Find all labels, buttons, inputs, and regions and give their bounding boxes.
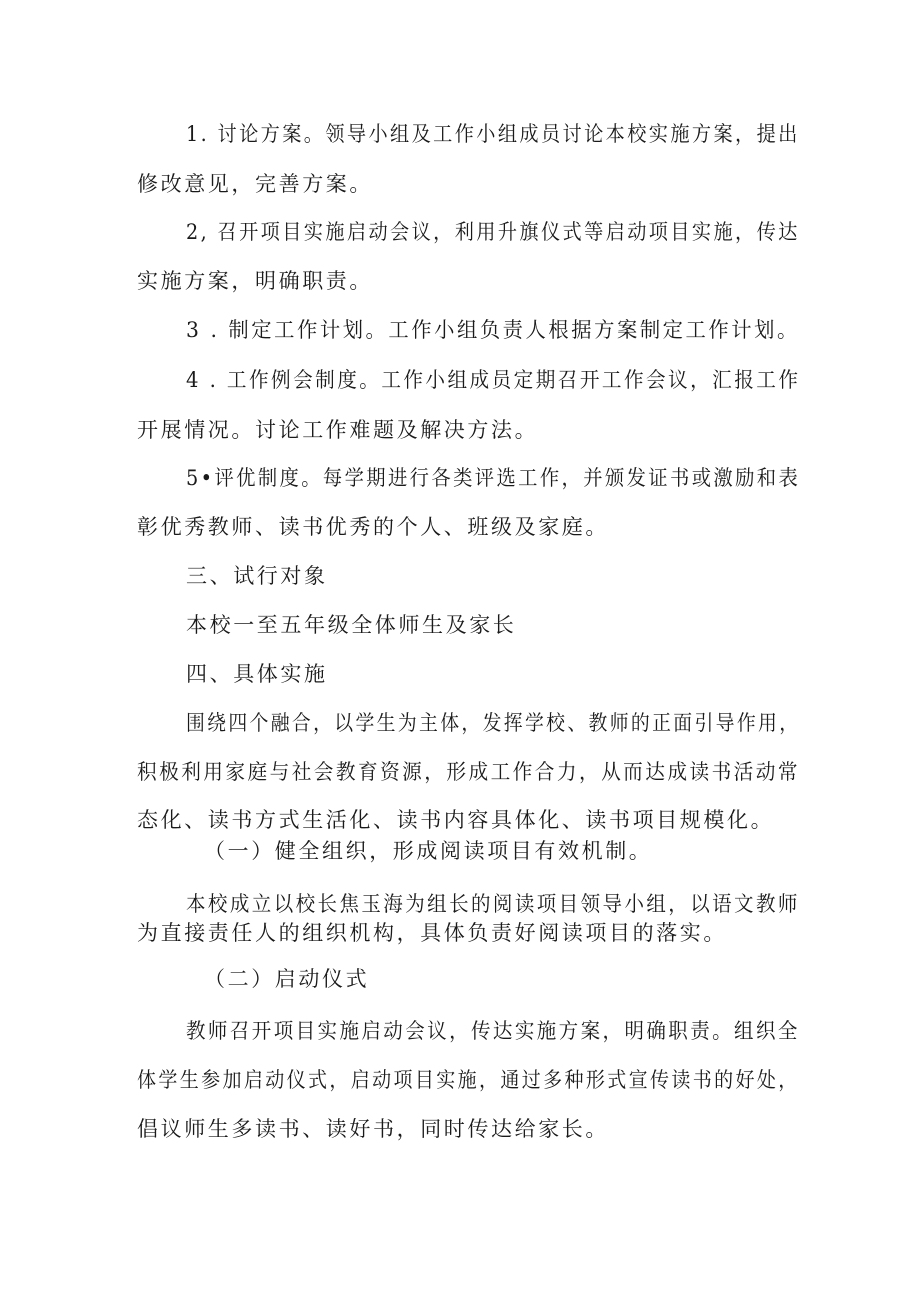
paragraph-7-line-1: 本校成立以校长焦玉海为组长的阅读项目领导小组，以语文教师 [186,892,800,916]
section-heading-4: 四、具体实施 [186,662,328,686]
paragraph-5-line-2: 彰优秀教师、读书优秀的个人、班级及家庭。 [137,515,609,539]
paragraph-2-line-1: 2, 召开项目实施启动会议，利用升旗仪式等启动项目实施，传达 [186,220,800,244]
paragraph-7-line-2: 为直接责任人的组织机构，具体负责好阅读项目的落实。 [137,921,727,945]
paragraph-4-line-1: 4 . 工作例会制度。工作小组成员定期召开工作会议，汇报工作 [186,368,801,392]
paragraph-6-line-1: 围绕四个融合，以学生为主体，发挥学校、教师的正面引导作用， [186,711,801,735]
paragraph-1-line-2: 修改意见，完善方案。 [137,172,373,196]
target-audience: 本校一至五年级全体师生及家长 [186,613,517,637]
subheading-2: （二）启动仪式 [204,967,370,991]
section-heading-3: 三、试行对象 [186,564,328,588]
paragraph-3-line-1: 3 . 制定工作计划。工作小组负责人根据方案制定工作计划。 [186,318,800,342]
paragraph-8-line-3: 倡议师生多读书、读好书，同时传达给家长。 [137,1117,609,1141]
paragraph-4-line-2: 开展情况。讨论工作难题及解决方法。 [137,418,539,442]
subheading-1: （一）健全组织，形成阅读项目有效机制。 [204,839,653,863]
paragraph-6-line-3: 态化、读书方式生活化、读书内容具体化、读书项目规模化。 [137,808,775,832]
paragraph-5-line-1: 5•评优制度。每学期进行各类评选工作，并颁发证书或激励和表 [186,466,801,490]
paragraph-8-line-1: 教师召开项目实施启动会议，传达实施方案，明确职责。组织全 [186,1019,800,1043]
paragraph-8-line-2: 体学生参加启动仪式，启动项目实施，通过多种形式宣传读书的好处， [137,1068,800,1092]
paragraph-2-line-2: 实施方案，明确职责。 [137,269,373,293]
paragraph-6-line-2: 积极利用家庭与社会教育资源，形成工作合力，从而达成读书活动常 [137,760,800,784]
paragraph-1-line-1: 1. 讨论方案。领导小组及工作小组成员讨论本校实施方案，提出 [186,122,800,146]
